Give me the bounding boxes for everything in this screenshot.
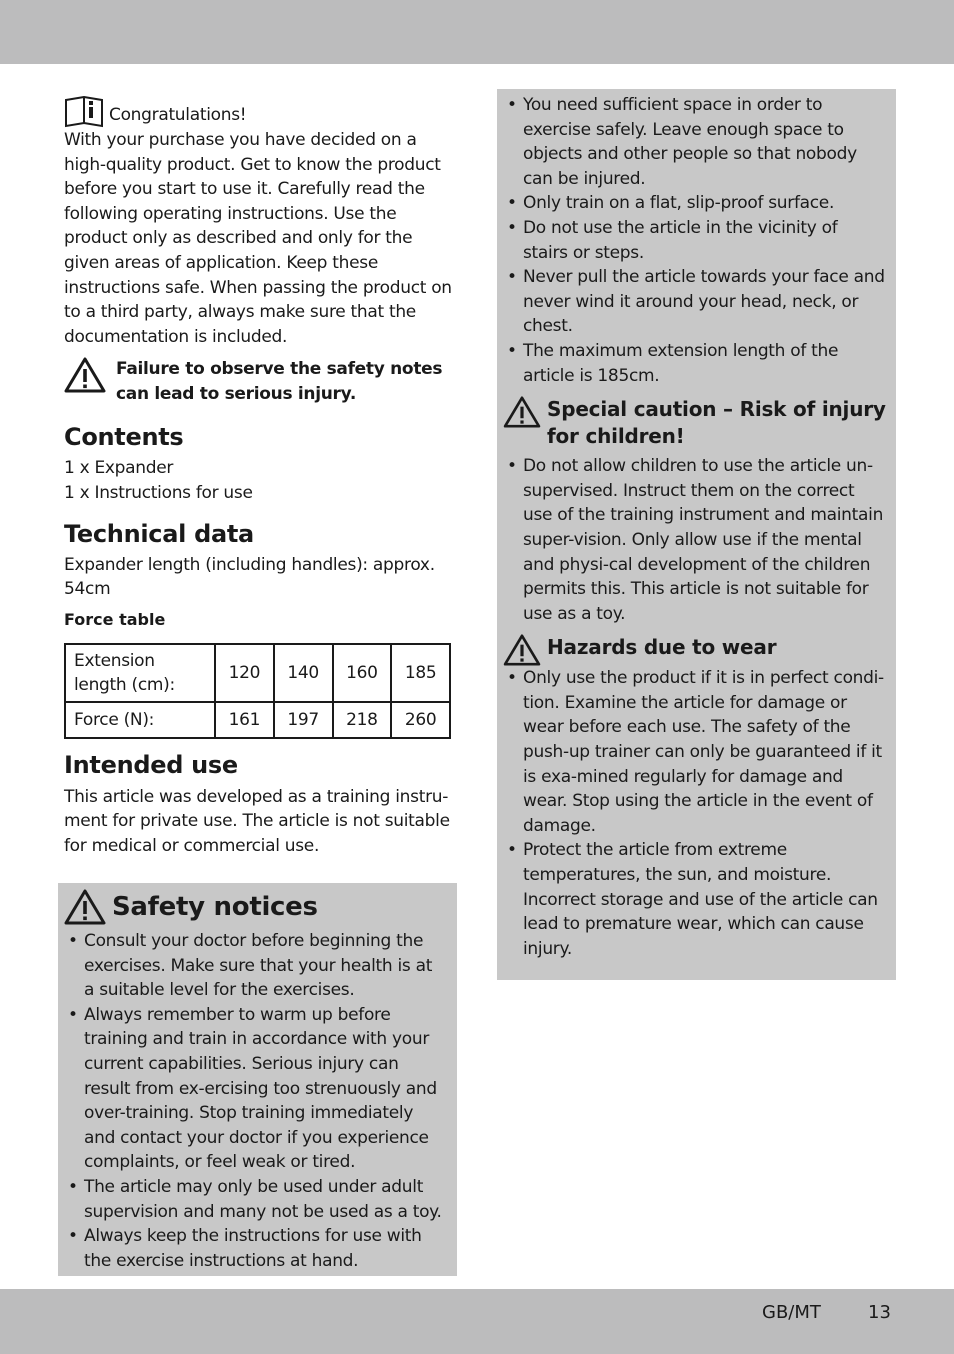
list-item: • Always keep the instructions for use with the exercise instructions at hand. — [64, 1224, 443, 1273]
table-row-label: Extension length (cm): — [65, 644, 215, 702]
greeting-text: Congratulations! — [109, 105, 247, 126]
safety-notices-heading: Safety notices — [112, 892, 318, 922]
safety-notices-list — [64, 929, 443, 1273]
list-item: • Always remember to warm up before training and train in accordance with your current capabilities. Serious injury can result from ex-ercising too strenuously and over-training. Stop training immediately and contact your doctor if you experience complaints, or feel weak or tired. — [64, 1003, 443, 1175]
technical-data-text: Expander length (including handles): approx. 54cm — [64, 554, 435, 600]
wear-hazards-header — [503, 634, 886, 666]
children-caution-heading: Special caution – Risk of injury for children! — [547, 397, 886, 449]
table-cell: 185 — [391, 644, 450, 702]
list-item: • Consult your doctor before beginning the exercises. Make sure that your health is at a suitable level for the exercises. — [64, 929, 443, 1003]
warning-triangle-icon — [503, 396, 541, 428]
warning-triangle-icon — [503, 634, 541, 666]
intro-warning — [64, 357, 454, 407]
page-number: 13 — [868, 1302, 891, 1323]
info-book-icon — [64, 96, 106, 128]
general-safety-list — [503, 93, 886, 388]
wear-hazards-heading: Hazards due to wear — [547, 635, 777, 660]
technical-data-heading: Technical data — [64, 519, 254, 548]
list-item: • Only use the product if it is in perfect condi-tion. Examine the article for damage or wear before each use. The safety of the push-up trainer can only be guaranteed if it is exa-mined regularly for damage and wear. Stop using the article in the event of damage. — [503, 666, 886, 838]
table-cell: 140 — [274, 644, 333, 702]
intro-greeting-line — [64, 96, 454, 128]
list-item: • Do not allow children to use the article un-supervised. Instruct them on the correct use of the training instrument and maintain super-vision. Only allow use if the mental and physi-cal development of the children permits this. This article is not suitable for use as a toy. — [503, 454, 886, 626]
left-column — [64, 96, 454, 859]
list-item: • Only train on a flat, slip-proof surface. — [503, 191, 886, 216]
table-row — [65, 702, 450, 738]
warning-triangle-icon — [64, 357, 106, 393]
safety-notices-header — [64, 889, 443, 925]
contents-heading: Contents — [64, 423, 184, 452]
table-row-label: Force (N): — [65, 702, 215, 738]
list-item: • Do not use the article in the vicinity of stairs or steps. — [503, 216, 886, 265]
table-cell: 160 — [333, 644, 392, 702]
intended-use-text: This article was developed as a training instru-ment for private use. The article is not suitable for medical or commercial use. — [64, 786, 450, 856]
table-cell: 120 — [215, 644, 274, 702]
list-item: • You need sufficient space in order to exercise safely. Leave enough space to objects and other people so that nobody can be injured. — [503, 93, 886, 191]
children-caution-header — [503, 396, 886, 450]
list-item: • Protect the article from extreme temperatures, the sun, and moisture. Incorrect storage and use of the article can lead to premature wear, which can cause injury. — [503, 838, 886, 961]
table-row — [65, 644, 450, 702]
list-item: • The article may only be used under adult supervision and many not be used as a toy. — [64, 1175, 443, 1224]
safety-notices-box — [58, 883, 457, 1276]
intended-use-heading: Intended use — [64, 750, 238, 779]
table-cell: 218 — [333, 702, 392, 738]
warning-text: Failure to observe the safety notes can lead to serious injury. — [116, 359, 443, 405]
contents-list — [64, 456, 454, 505]
table-cell: 260 — [391, 702, 450, 738]
contents-item: 1 x Expander — [64, 458, 174, 479]
contents-item: 1 x Instructions for use — [64, 482, 253, 503]
right-safety-box — [497, 89, 896, 980]
warning-triangle-icon — [64, 889, 106, 925]
children-caution-list — [503, 454, 886, 626]
table-cell: 161 — [215, 702, 274, 738]
list-item: • Never pull the article towards your face and never wind it around your head, neck, or chest. — [503, 265, 886, 339]
footer-language: GB/MT — [762, 1302, 821, 1323]
wear-hazards-list — [503, 666, 886, 961]
force-table — [64, 643, 451, 739]
header-band — [0, 0, 954, 64]
intro-paragraph: With your purchase you have decided on a high-quality product. Get to know the product before you start to use it. Carefully read the following operating instructions. Use the product only as described and only for the given areas of application. Keep these instructions safe. When passing the product on to a third party, always make sure that the documentation is included. — [64, 130, 452, 347]
list-item: • The maximum extension length of the article is 185cm. — [503, 339, 886, 388]
table-cell: 197 — [274, 702, 333, 738]
force-table-heading: Force table — [64, 609, 166, 629]
